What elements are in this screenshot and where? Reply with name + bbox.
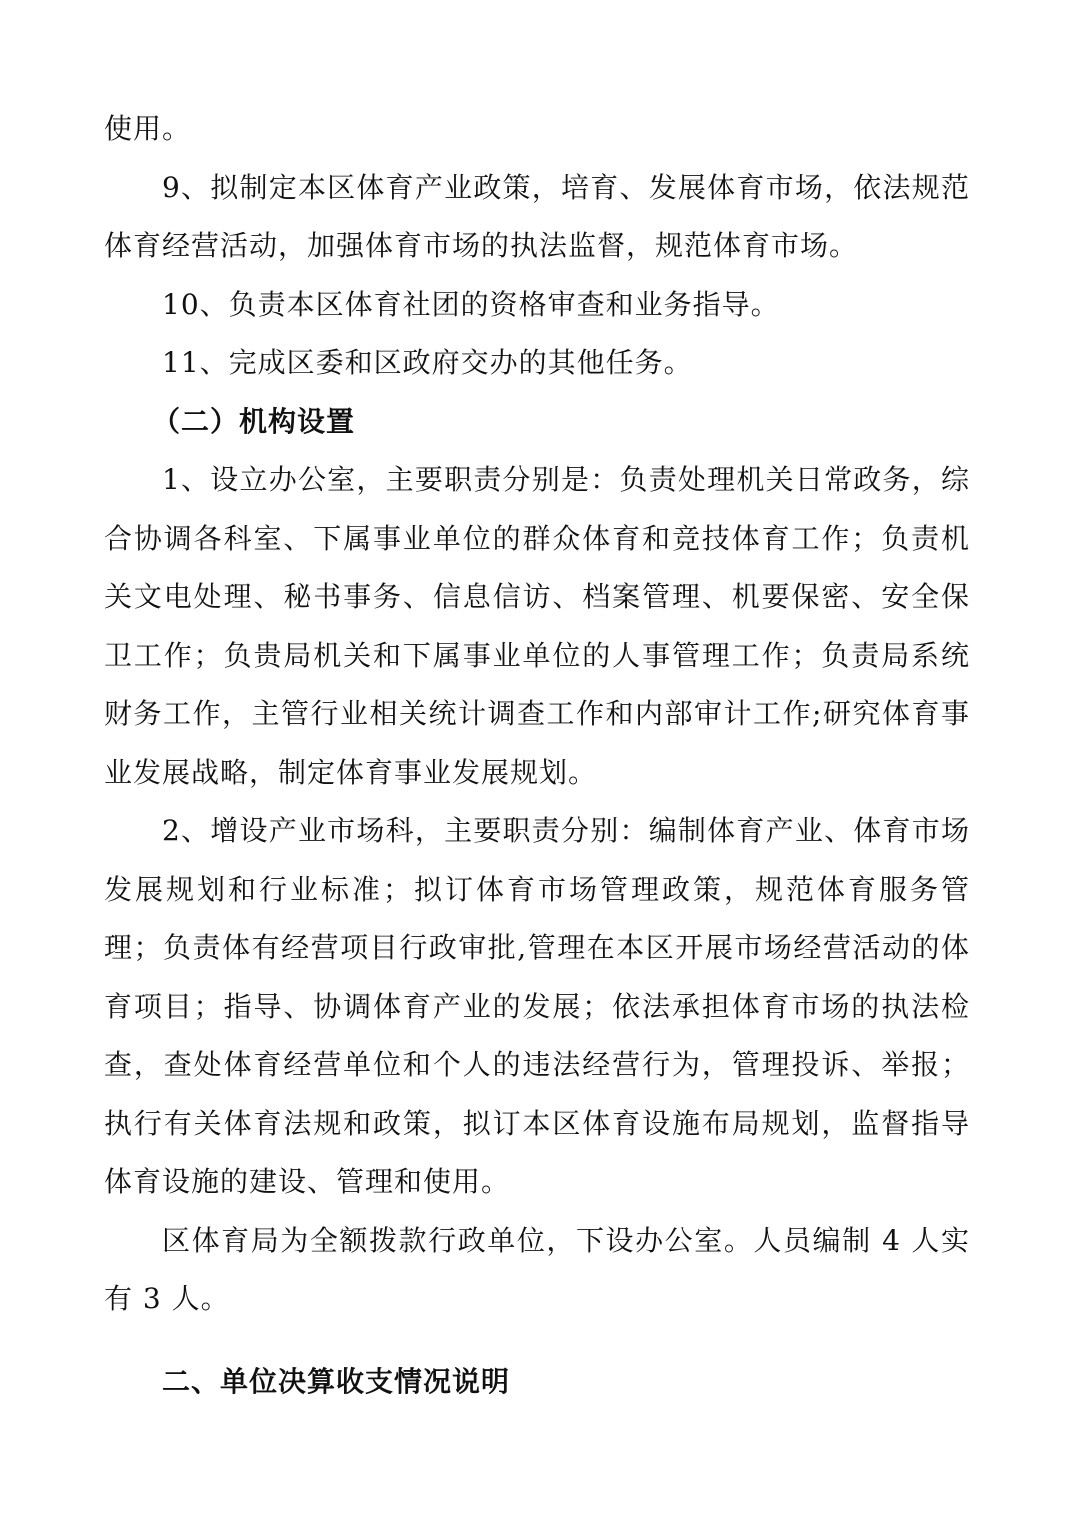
paragraph-item-11: 11、完成区委和区政府交办的其他任务。 <box>162 346 693 379</box>
paragraph-office-duties: 1、设立办公室，主要职责分别是：负责处理机关日常政务，综合协调各科室、下属事业单位的群众体育和竞技体育工作；负责机关文电处理、秘书事务、信息信访、档案管理、机要保密、安全保卫工作；负贵局机关和下属事业单位的人事管理工作；负责局系统财务工作，主管行业相关统计调查工作和内部审计工作;研究体育事业发展战略，制定体育事业发展规划。 <box>104 463 970 789</box>
paragraph-item-10: 10、负责本区体育社团的资格审查和业务指导。 <box>162 287 780 321</box>
section-heading-institution-setup: （二）机构设置 <box>152 404 356 438</box>
main-heading-budget-explanation: 二、单位决算收支情况说明 <box>162 1364 511 1398</box>
paragraph-continuation: 使用。 <box>104 112 192 145</box>
paragraph-industry-market-duties: 2、增设产业市场科，主要职责分别：编制体育产业、体育市场发展规划和行业标准；拟订体育市场管理政策，规范体育服务管理；负责体有经营项目行政审批,管理在本区开展市场经营活动的体育项目；指导、协调体育产业的发展；依法承担体育市场的执法检查，查处体育经营单位和个人的违法经营行为，管理投诉、举报；执行有关体育法规和政策，拟订本区体育设施布局规划，监督指导体育设施的建设、管理和使用。 <box>104 814 970 1198</box>
document-body <box>104 100 970 1411</box>
paragraph-staffing: 区体育局为全额拨款行政单位，下设办公室。人员编制 4 人实有 3 人。 <box>104 1223 970 1315</box>
paragraph-item-9: 9、拟制定本区体育产业政策，培育、发展体育市场，依法规范体育经营活动，加强体育市场的执法监督，规范体育市场。 <box>104 170 970 262</box>
